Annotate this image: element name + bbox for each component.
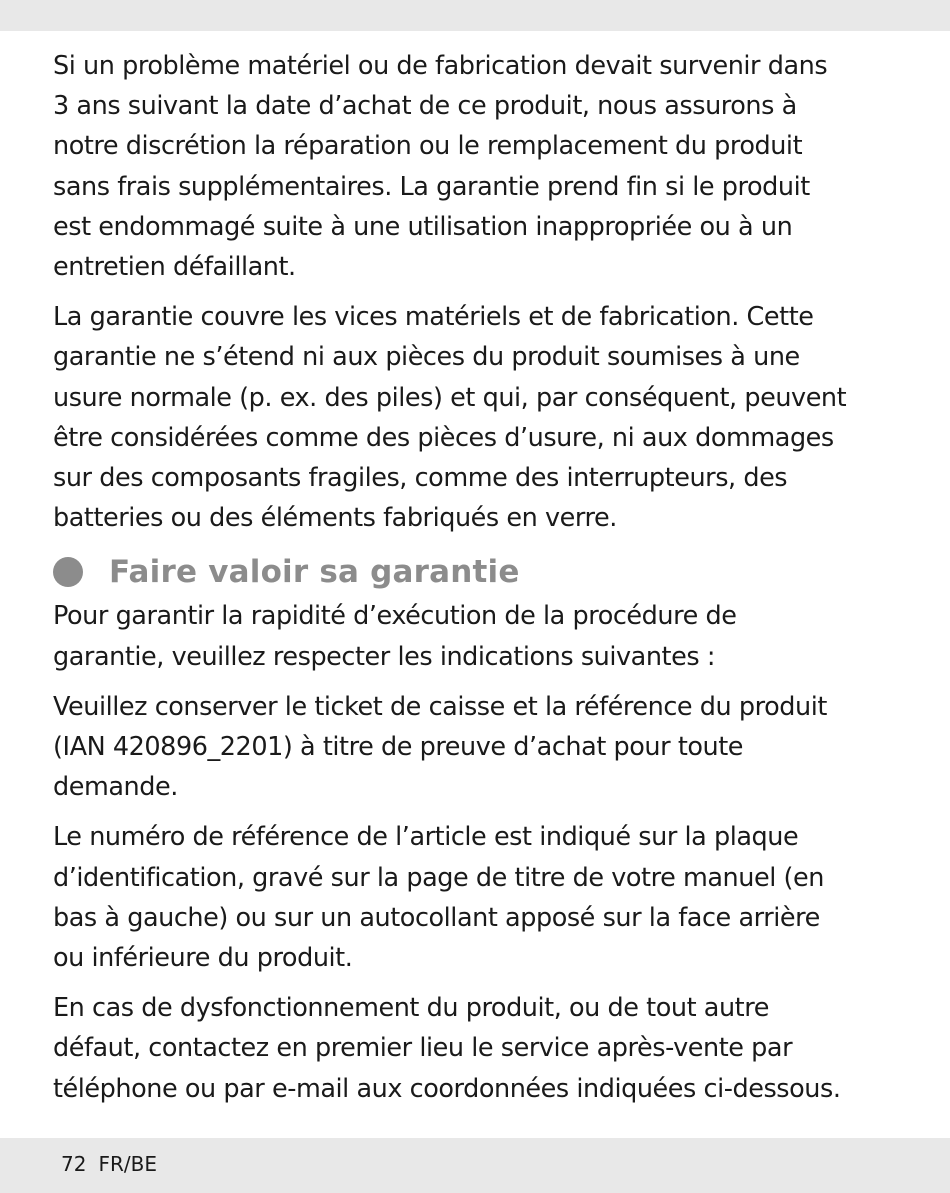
claim-paragraph-2: Veuillez conserver le ticket de caisse et la référence du produit (IAN 420896_2201) à titre de preuve d’achat pour toute demande.	[53, 691, 827, 803]
bullet-circle-icon	[53, 557, 83, 587]
top-margin-band	[0, 0, 950, 31]
page-content	[53, 46, 923, 1119]
claim-paragraph-4: En cas de dysfonctionnement du produit, ou de tout autre défaut, contactez en premier lieu le service après-vente par téléphone ou par e-mail aux coordonnées indiquées ci-dessous.	[53, 993, 841, 1104]
language-code: FR/BE	[98, 1152, 157, 1176]
warranty-paragraph-2: La garantie couvre les vices matériels et de fabrication. Cette garantie ne s’étend ni aux pièces du produit soumises à une usure normale (p. ex. des piles) et qui, par conséquent, peuvent être considérées comme des pièces d’usure, ni aux dommages sur des composants fragiles, comme des interrupteurs, des batteries ou des éléments fabriqués en verre.	[53, 302, 847, 534]
section-heading-text: Faire valoir sa garantie	[109, 554, 520, 591]
page-number: 72	[61, 1152, 87, 1176]
warranty-paragraph-1: Si un problème matériel ou de fabrication devait survenir dans 3 ans suivant la date d’achat de ce produit, nous assurons à notre discrétion la réparation ou le remplacement du produit sans frais supplémentaires. La garantie prend fin si le produit est endommagé suite à une utilisation inappropriée ou à un entretien défaillant.	[53, 51, 828, 283]
page-footer	[0, 1138, 950, 1193]
claim-paragraph-1: Pour garantir la rapidité d’exécution de la procédure de garantie, veuillez respecter les indications suivantes :	[53, 601, 737, 672]
claim-paragraph-3: Le numéro de référence de l’article est indiqué sur la plaque d’identification, gravé sur la page de titre de votre manuel (en bas à gauche) ou sur un autocollant apposé sur la face arrière ou inférieure du produit.	[53, 822, 824, 974]
section-heading	[53, 548, 923, 596]
footer-text	[61, 1152, 157, 1176]
